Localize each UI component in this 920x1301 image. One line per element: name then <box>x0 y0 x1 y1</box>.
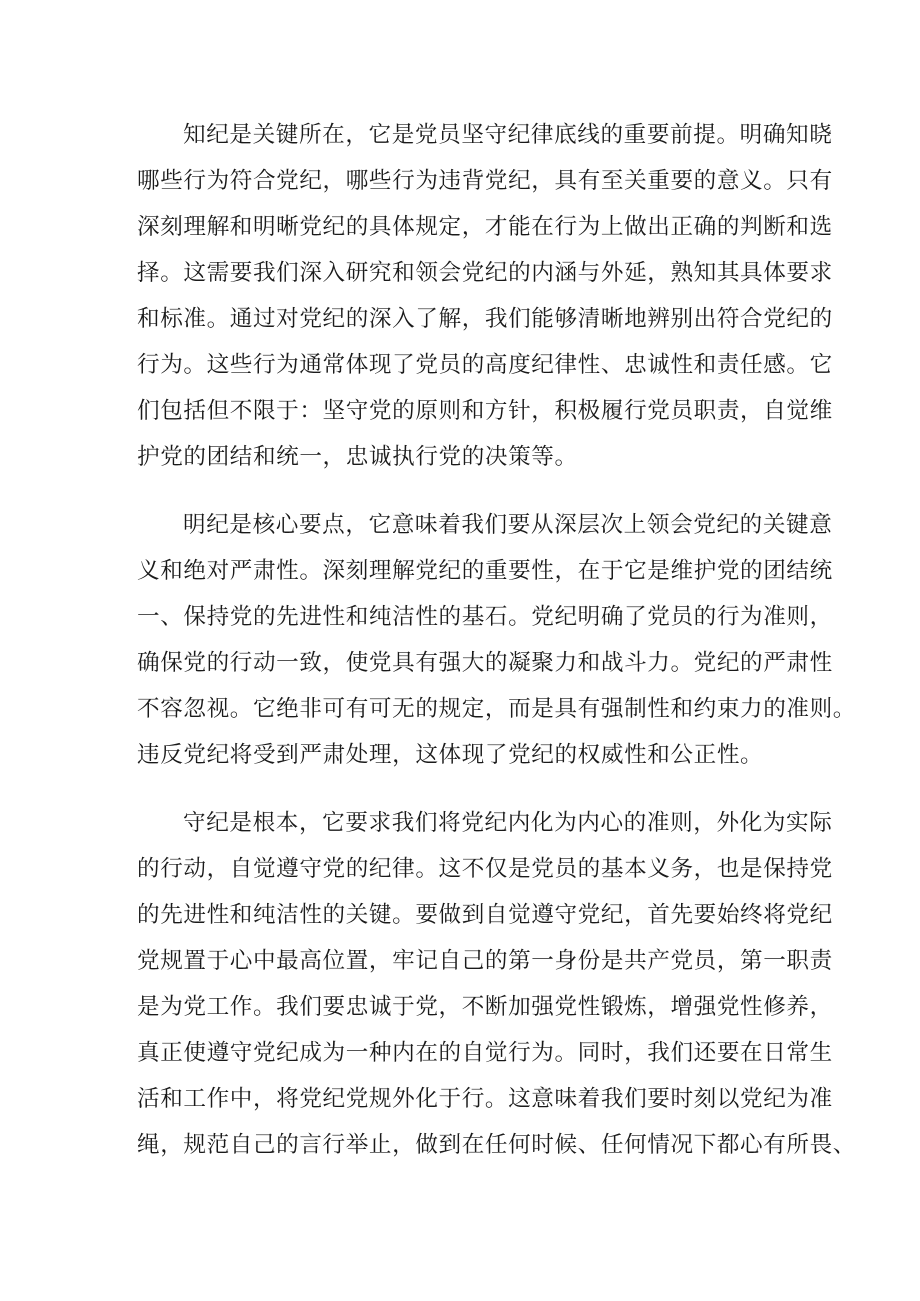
paragraph-line: 明纪是核心要点，它意味着我们要从深层次上领会党纪的关键意 <box>183 512 833 538</box>
paragraph-line: 确保党的行动一致，使党具有强大的凝聚力和战斗力。党纪的严肃性 <box>137 650 833 676</box>
paragraph-line: 义和绝对严肃性。深刻理解党纪的重要性，在于它是维护党的团结统 <box>137 558 833 584</box>
paragraph-line: 护党的团结和统一，忠诚执行党的决策等。 <box>137 444 578 470</box>
paragraph-line: 的行动，自觉遵守党的纪律。这不仅是党员的基本义务，也是保持党 <box>137 856 833 882</box>
paragraph-line: 知纪是关键所在，它是党员坚守纪律底线的重要前提。明确知晓 <box>183 122 833 148</box>
paragraph-shouji <box>137 800 857 1168</box>
paragraph-line: 守纪是根本，它要求我们将党纪内化为内心的准则，外化为实际 <box>183 810 833 836</box>
paragraph-zhiji <box>137 112 833 480</box>
paragraph-line: 行为。这些行为通常体现了党员的高度纪律性、忠诚性和责任感。它 <box>137 352 833 378</box>
paragraph-line: 是为党工作。我们要忠诚于党，不断加强党性锻炼，增强党性修养， <box>137 994 833 1020</box>
paragraph-line: 不容忽视。它绝非可有可无的规定，而是具有强制性和约束力的准则。 <box>137 696 857 722</box>
paragraph-line: 和标准。通过对党纪的深入了解，我们能够清晰地辨别出符合党纪的 <box>137 306 833 332</box>
paragraph-line: 违反党纪将受到严肃处理，这体现了党纪的权威性和公正性。 <box>137 742 764 768</box>
paragraph-line: 深刻理解和明晰党纪的具体规定，才能在行为上做出正确的判断和选 <box>137 214 833 240</box>
paragraph-line: 哪些行为符合党纪，哪些行为违背党纪，具有至关重要的意义。只有 <box>137 168 833 194</box>
paragraph-spacer <box>137 778 797 800</box>
paragraph-line: 党规置于心中最高位置，牢记自己的第一身份是共产党员，第一职责 <box>137 948 833 974</box>
paragraph-mingji <box>137 502 857 778</box>
paragraph-line: 绳，规范自己的言行举止，做到在任何时候、任何情况下都心有所畏、 <box>137 1132 857 1158</box>
paragraph-line: 一、保持党的先进性和纯洁性的基石。党纪明确了党员的行为准则， <box>137 604 833 630</box>
paragraph-line: 真正使遵守党纪成为一种内在的自觉行为。同时，我们还要在日常生 <box>137 1040 833 1066</box>
paragraph-line: 们包括但不限于：坚守党的原则和方针，积极履行党员职责，自觉维 <box>137 398 833 424</box>
paragraph-spacer <box>137 480 797 502</box>
paragraph-line: 择。这需要我们深入研究和领会党纪的内涵与外延，熟知其具体要求 <box>137 260 833 286</box>
paragraph-line: 活和工作中，将党纪党规外化于行。这意味着我们要时刻以党纪为准 <box>137 1086 833 1112</box>
document-body <box>137 112 857 1168</box>
paragraph-line: 的先进性和纯洁性的关键。要做到自觉遵守党纪，首先要始终将党纪 <box>137 902 833 928</box>
